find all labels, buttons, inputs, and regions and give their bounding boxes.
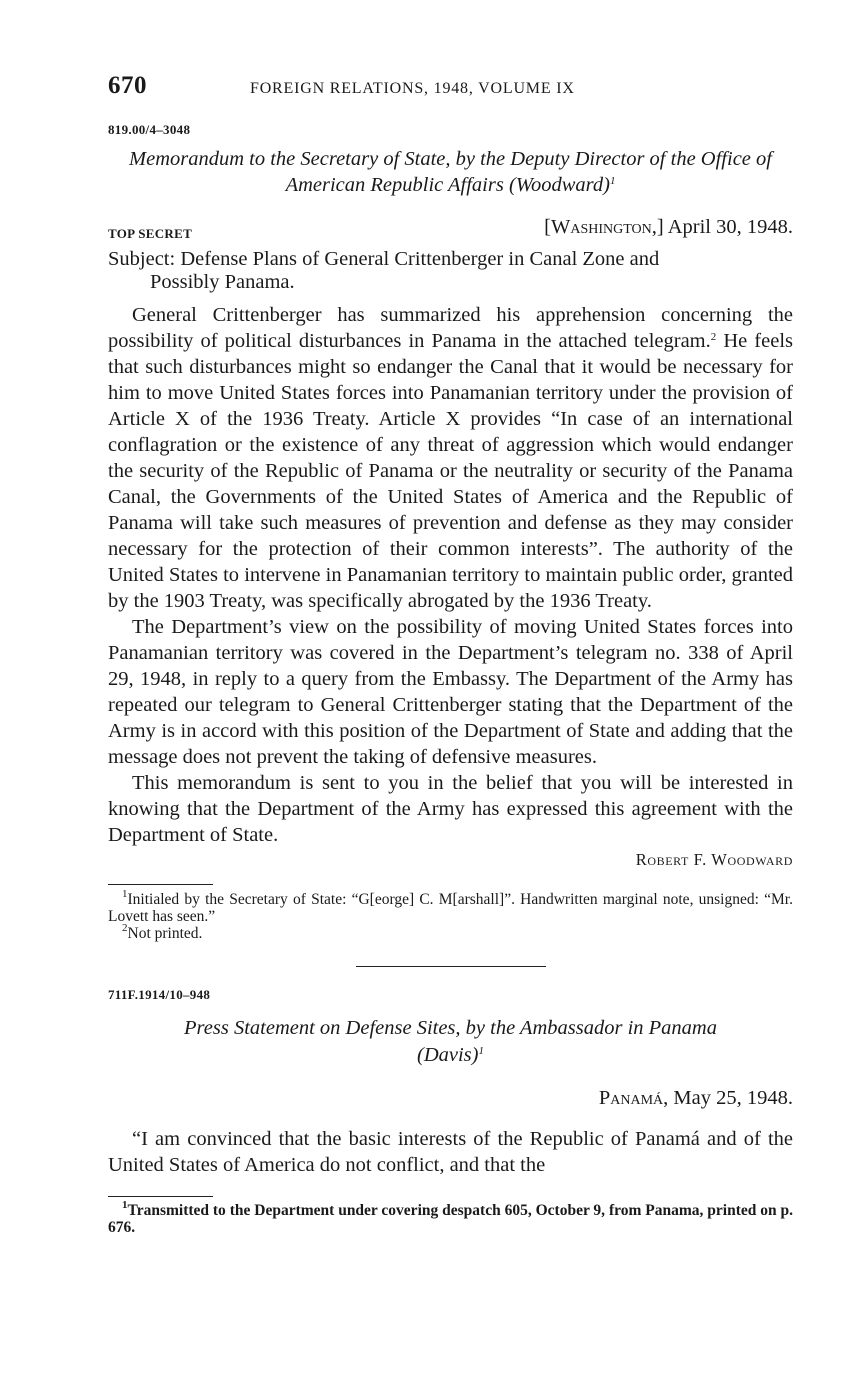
running-head: FOREIGN RELATIONS, 1948, VOLUME IX — [250, 80, 575, 97]
footnote-rule — [108, 1196, 213, 1197]
footnote-text: Not printed. — [127, 925, 203, 942]
footnote — [108, 888, 793, 925]
file-reference: 711F.1914/10–948 — [108, 987, 211, 1002]
subject — [108, 248, 793, 294]
page-header — [108, 70, 793, 110]
footnote — [108, 922, 793, 942]
date-place: [Washington,] — [544, 216, 664, 238]
paragraph — [108, 302, 793, 614]
footnote-marker: 2 — [122, 922, 128, 934]
date: May 25, 1948. — [673, 1087, 793, 1109]
footnote — [108, 1199, 793, 1236]
date: April 30, 1948. — [667, 216, 793, 238]
footnote-marker: 1 — [122, 1199, 128, 1211]
footnote-text: Transmitted to the Department under covering despatch 605, October 9, from Panama, printed on p. 676. — [108, 1202, 793, 1236]
footnote-marker: 1 — [609, 175, 616, 187]
classification-line — [108, 216, 793, 246]
paragraph: The Department’s view on the possibility of moving United States forces into Panamanian territory was covered in the Department’s telegram no. 338 of April 29, 1948, in reply to a query from the Embassy. The Department of the Army has repeated our telegram to General Crittenberger stating that the Department of the Army is in accord with this position of the Department of State and adding that the message does not prevent the taking of defensive measures. — [108, 616, 793, 768]
paragraph: “I am convinced that the basic interests of the Republic of Panamá and of the United States of America do not conflict, and that the — [108, 1128, 793, 1176]
footnote-text: Initialed by the Secretary of State: “G[eorge] C. M[arshall]”. Handwritten marginal note, unsigned: “Mr. Lovett has seen.” — [108, 891, 793, 925]
subject-line — [108, 248, 793, 271]
document-title-line: Press Statement on Defense Sites, by the Ambassador in Panama — [184, 1017, 717, 1039]
signature: Robert F. Woodward — [635, 850, 793, 869]
document-title — [108, 146, 793, 198]
subject-text: Defense Plans of General Crittenberger in Canal Zone and — [180, 248, 660, 270]
section-separator — [356, 966, 546, 967]
footnote-marker: 1 — [478, 1045, 484, 1057]
dateline — [544, 216, 793, 239]
paragraph-text: He feels that such disturbances might so endanger the Canal that it would be necessary for him to move United States forces into Panamanian territory under the provision of Article X of the 1936 Treaty. Article X provides “In case of an international conflagration or the existence of any threat of aggression which would endanger the security of the Republic of Panama or the neutrality or security of the Panama Canal, the Governments of the United States of America and the Republic of Panama will take such measures of prevention and defense as they may consider necessary for the protection of their common interests”. The authority of the United States to intervene in Panamanian territory to maintain public order, granted by the 1903 Treaty, was specifically abrogated by the 1936 Treaty. — [108, 330, 793, 612]
date-place: Panamá, — [598, 1087, 669, 1109]
document-title-text: Memorandum to the Secretary of State, by the Deputy Director of the Office of American Republic Affairs (Woodward) — [129, 148, 772, 196]
page-content — [108, 70, 793, 1252]
page-number: 670 — [108, 72, 147, 99]
document-title-line — [108, 1042, 793, 1069]
document-title — [108, 1015, 793, 1069]
subject-continuation: Possibly Panama. — [150, 271, 295, 293]
footnote-rule — [108, 884, 213, 885]
paragraph: This memorandum is sent to you in the belief that you will be interested in knowing that the Department of the Army has expressed this agreement with the Department of State. — [108, 772, 793, 846]
document-title-text: (Davis) — [417, 1044, 479, 1066]
footnote-marker: 2 — [710, 331, 717, 343]
file-reference: 819.00/4–3048 — [108, 122, 191, 137]
dateline — [108, 1087, 793, 1110]
classification: TOP SECRET — [108, 226, 193, 241]
subject-label: Subject: — [108, 248, 176, 270]
footnote-marker: 1 — [122, 888, 128, 900]
paragraph-text: General Crittenberger has summarized his apprehension concerning the possibility of political disturbances in Panama in the attached telegram. — [108, 304, 793, 352]
